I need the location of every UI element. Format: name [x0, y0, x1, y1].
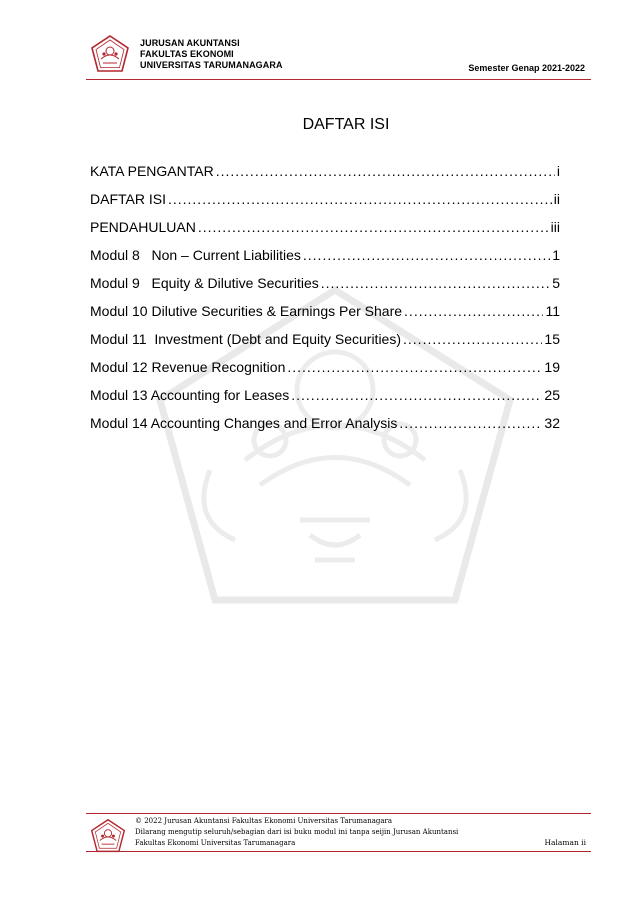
toc-entry-label: Modul 8 Non – Current Liabilities	[90, 247, 301, 263]
footer-divider	[86, 813, 591, 814]
footer-notice	[135, 816, 458, 849]
toc-entry[interactable]	[90, 275, 560, 303]
header-institution	[140, 38, 283, 71]
toc-entry[interactable]	[90, 163, 560, 191]
toc-leader-dots	[321, 275, 550, 291]
toc-entry-page: iii	[550, 219, 560, 235]
page-title: DAFTAR ISI	[302, 116, 390, 133]
toc-leader-dots	[303, 247, 550, 263]
toc-entry[interactable]	[90, 359, 560, 387]
table-of-contents	[90, 163, 560, 443]
toc-entry[interactable]	[90, 191, 560, 219]
toc-entry-label: Modul 9 Equity & Dilutive Securities	[90, 275, 319, 291]
header-university: UNIVERSITAS TARUMANAGARA	[140, 60, 283, 70]
toc-entry-page: 15	[544, 331, 560, 347]
toc-entry[interactable]	[90, 415, 560, 443]
toc-entry-label: KATA PENGANTAR	[90, 163, 214, 179]
university-logo-footer	[89, 817, 127, 855]
toc-entry-label: Modul 13 Accounting for Leases	[90, 387, 290, 403]
footer-restriction: Dilarang mengutip seluruh/sebagian dari isi buku modul ini tanpa seijin Jurusan Akuntansi	[135, 828, 459, 836]
toc-leader-dots	[168, 191, 552, 207]
header-divider	[86, 79, 591, 80]
toc-entry[interactable]	[90, 387, 560, 415]
footer-copyright: © 2022 Jurusan Akuntansi Fakultas Ekonomi Universitas Tarumanagara	[135, 817, 393, 825]
toc-entry-page: i	[556, 163, 560, 179]
toc-entry-label: Modul 10 Dilutive Securities & Earnings Per Share	[90, 303, 403, 319]
footer-bottom-divider	[86, 851, 591, 852]
header-semester: Semester Genap 2021-2022	[468, 63, 585, 73]
toc-entry-page: 1	[552, 247, 560, 263]
toc-entry[interactable]	[90, 303, 560, 331]
toc-entry[interactable]	[90, 247, 560, 275]
toc-entry-label: Modul 12 Revenue Recognition	[90, 359, 286, 375]
toc-entry-label: Modul 11 Investment (Debt and Equity Securities)	[90, 331, 402, 347]
toc-leader-dots	[287, 359, 542, 375]
toc-entry-page: 19	[544, 359, 560, 375]
toc-leader-dots	[404, 303, 543, 319]
toc-entry-page: 5	[552, 275, 560, 291]
toc-entry-page: ii	[553, 191, 560, 207]
toc-entry-page: 11	[545, 303, 560, 319]
toc-leader-dots	[403, 331, 542, 347]
footer-page-number: Halaman ii	[544, 838, 586, 847]
toc-leader-dots	[399, 415, 542, 431]
toc-leader-dots	[216, 163, 555, 179]
toc-entry-label: PENDAHULUAN	[90, 219, 196, 235]
toc-leader-dots	[198, 219, 549, 235]
toc-entry-page: 25	[544, 387, 560, 403]
toc-entry-label: DAFTAR ISI	[90, 191, 166, 207]
toc-entry[interactable]	[90, 219, 560, 247]
header-faculty: FAKULTAS EKONOMI	[140, 49, 234, 59]
toc-entry-label: Modul 14 Accounting Changes and Error Analysis	[90, 415, 398, 431]
toc-entry-page: 32	[544, 415, 560, 431]
toc-entry[interactable]	[90, 331, 560, 359]
university-logo	[89, 33, 131, 75]
header-department: JURUSAN AKUNTANSI	[140, 38, 240, 48]
footer-faculty: Fakultas Ekonomi Universitas Tarumanagara	[135, 839, 296, 847]
toc-leader-dots	[291, 387, 542, 403]
